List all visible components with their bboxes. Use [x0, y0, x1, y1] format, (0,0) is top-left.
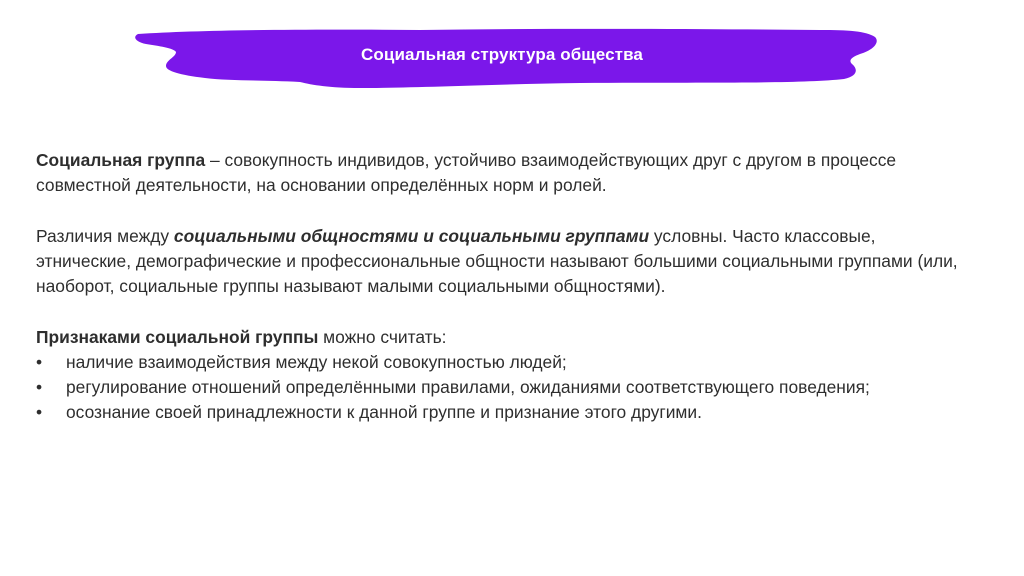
list-item [36, 400, 966, 425]
distinction-emphasis: социальными общностями и социальными группами [173, 226, 650, 246]
features-heading [36, 325, 966, 350]
bullet-icon: • [36, 352, 43, 372]
list-item [36, 375, 966, 400]
distinction-paragraph [36, 224, 966, 299]
slide-content [36, 148, 966, 425]
features-heading-rest: можно считать: [318, 327, 447, 347]
list-item-text: наличие взаимодействия между некой совокупностью людей; [66, 352, 567, 372]
bullet-icon: • [36, 377, 43, 397]
features-heading-bold: Признаками социальной группы [36, 327, 319, 347]
definition-term: Социальная группа [36, 150, 206, 170]
bullet-icon: • [36, 402, 43, 422]
list-item-text: регулирование отношений определёнными правилами, ожиданиями соответствующего поведения; [66, 377, 870, 397]
distinction-before: Различия между [36, 226, 174, 246]
list-item [36, 350, 966, 375]
definition-text: – совокупность индивидов, устойчиво взаимодействующих друг с другом в процессе совместной деятельности, на основании определённых норм и ролей. [36, 150, 897, 195]
distinction-after: условны. Часто классовые, этнические, демографические и профессиональные общности называют большими социальными группами (или, наоборот, социальные группы называют малыми социальными общностями). [36, 226, 958, 296]
title-banner [0, 0, 1024, 120]
features-list [36, 350, 966, 425]
slide-title: Социальная структура общества [361, 45, 643, 64]
list-item-text: осознание своей принадлежности к данной группе и признание этого другими. [66, 402, 702, 422]
definition-paragraph [36, 148, 966, 198]
